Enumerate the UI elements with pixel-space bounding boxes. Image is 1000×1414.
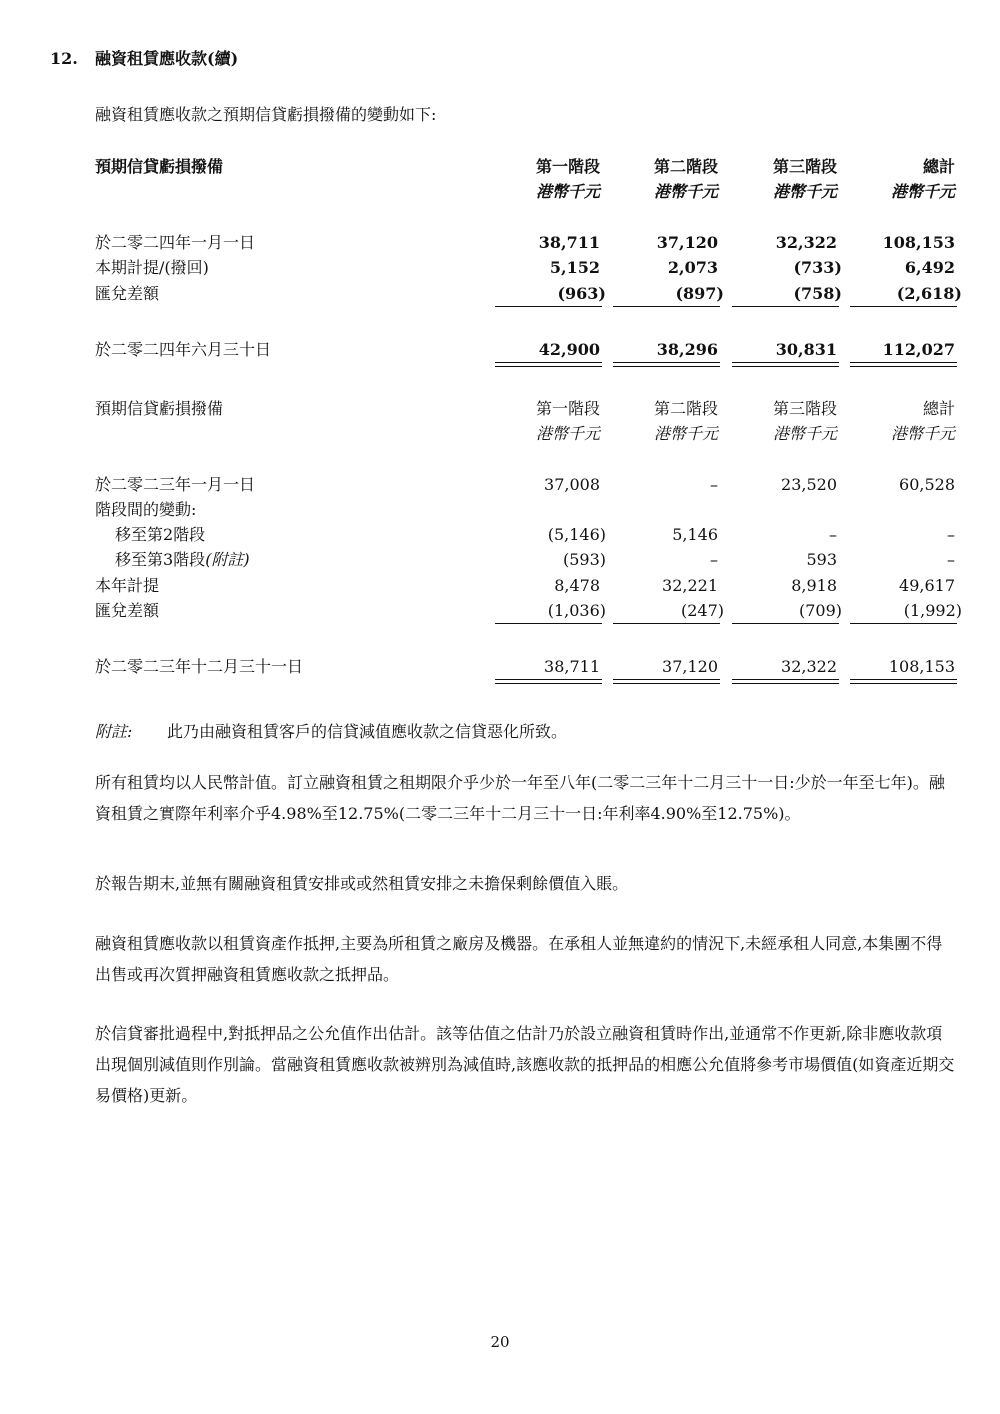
value-cell: 30,831 <box>775 340 837 359</box>
table-heading: 預期信貸虧損撥備 <box>95 399 224 418</box>
intro-text: 融資租賃應收款之預期信貸虧損撥備的變動如下: <box>95 105 437 124</box>
total-double-rule <box>732 362 839 367</box>
column-unit: 港幣千元 <box>535 424 600 443</box>
table-row <box>95 256 955 280</box>
column-header: 第二階段 <box>653 399 718 418</box>
value-cell: 32,221 <box>662 576 718 595</box>
total-double-rule <box>495 362 602 367</box>
paragraph-collateral: 融資租賃應收款以租賃資產作抵押,主要為所租賃之廠房及機器。在承租人並無違約的情況下,未經承租人同意,本集團不得出售或再次質押融資租賃應收款之抵押品。 <box>95 934 943 984</box>
value-cell: – <box>710 550 718 569</box>
value-cell: (733) <box>793 258 842 277</box>
table-row <box>95 473 955 497</box>
table-heading: 預期信貸虧損撥備 <box>95 157 224 176</box>
row-label: 於二零二四年一月一日 <box>95 233 256 252</box>
table-row <box>95 231 955 255</box>
column-header: 第二階段 <box>653 157 718 176</box>
total-double-rule <box>850 362 957 367</box>
footnote-tag: 附註: <box>95 722 133 741</box>
row-label: 匯兌差額 <box>95 284 160 303</box>
section-title: 融資租賃應收款(續) <box>95 49 239 68</box>
value-cell: 6,492 <box>904 258 955 277</box>
row-label: 於二零二三年一月一日 <box>95 475 256 494</box>
value-cell: – <box>710 475 718 494</box>
value-cell: (709) <box>798 601 842 620</box>
row-label-group <box>115 548 250 572</box>
value-cell: 32,322 <box>775 233 837 252</box>
column-header: 第一階段 <box>535 157 600 176</box>
value-cell: – <box>829 525 837 544</box>
page-number: 20 <box>490 1333 510 1351</box>
value-cell: 23,520 <box>781 475 837 494</box>
value-cell: (2,618) <box>896 284 962 303</box>
subtotal-rule <box>613 306 720 307</box>
total-double-rule <box>613 679 720 684</box>
value-cell: 42,900 <box>538 340 600 359</box>
row-label: 移至第2階段 <box>115 525 206 544</box>
subtotal-rule <box>613 623 720 624</box>
value-cell: (5,146) <box>547 525 606 544</box>
value-cell: (1,036) <box>547 601 606 620</box>
value-cell: – <box>947 525 955 544</box>
value-cell: 108,153 <box>882 233 955 252</box>
value-cell: 5,146 <box>672 525 718 544</box>
row-label: 移至第3階段 <box>115 550 206 569</box>
table-row <box>95 282 962 306</box>
table-total-row <box>95 338 955 362</box>
column-unit: 港幣千元 <box>535 182 600 201</box>
value-cell: 8,918 <box>791 576 837 595</box>
row-label: 於二零二四年六月三十日 <box>95 340 272 359</box>
table-row <box>95 498 955 522</box>
column-unit: 港幣千元 <box>772 182 837 201</box>
table-row <box>95 548 955 572</box>
row-label: 本期計提/(撥回) <box>95 258 209 277</box>
table-total-row <box>95 655 955 679</box>
column-unit: 港幣千元 <box>890 424 955 443</box>
column-unit: 港幣千元 <box>890 182 955 201</box>
column-unit: 港幣千元 <box>653 424 718 443</box>
column-header: 總計 <box>922 157 955 176</box>
column-header: 第三階段 <box>772 157 837 176</box>
subtotal-rule <box>850 306 957 307</box>
table-units-row <box>95 180 955 204</box>
value-cell: 108,153 <box>888 657 955 676</box>
section-number: 12. <box>50 49 78 68</box>
total-double-rule <box>732 679 839 684</box>
value-cell: 60,528 <box>899 475 955 494</box>
section-heading <box>50 46 238 69</box>
value-cell: 5,152 <box>549 258 600 277</box>
row-label: 本年計提 <box>95 576 160 595</box>
row-label: 於二零二三年十二月三十一日 <box>95 657 304 676</box>
row-label: 匯兌差額 <box>95 601 160 620</box>
value-cell: 2,073 <box>667 258 718 277</box>
value-cell: 593 <box>806 550 837 569</box>
total-double-rule <box>613 362 720 367</box>
table-header-row <box>95 397 955 421</box>
subtotal-rule <box>850 623 957 624</box>
column-unit: 港幣千元 <box>653 182 718 201</box>
total-double-rule <box>850 679 957 684</box>
value-cell: – <box>947 550 955 569</box>
value-cell: 38,296 <box>656 340 718 359</box>
footnote-text: 此乃由融資租賃客戶的信貸減值應收款之信貸惡化所致。 <box>167 722 568 741</box>
column-header: 總計 <box>922 399 955 418</box>
table-row <box>95 574 955 598</box>
value-cell: (758) <box>793 284 842 303</box>
table-row <box>95 523 955 547</box>
note-reference: (附註) <box>205 550 250 569</box>
value-cell: 32,322 <box>781 657 837 676</box>
table-header-row <box>95 155 955 179</box>
value-cell: 49,617 <box>899 576 955 595</box>
column-header: 第三階段 <box>772 399 837 418</box>
total-double-rule <box>495 679 602 684</box>
paragraph-residual-value: 於報告期末,並無有關融資租賃安排或或然租賃安排之未擔保剩餘價值入賬。 <box>95 874 629 893</box>
value-cell: (897) <box>675 284 724 303</box>
table-row <box>95 599 962 623</box>
value-cell: (593) <box>562 550 606 569</box>
table-footnote <box>95 719 567 742</box>
paragraph-currency-terms: 所有租賃均以人民幣計值。訂立融資租賃之租期限介乎少於一年至八年(二零二三年十二月三十一日:少於一年至七年)。融資租賃之實際年利率介乎4.98%至12.75%(二零二三年十二月三十一日:年利率4.90%至12.75%)。 <box>95 773 945 823</box>
paragraph-valuation: 於信貸審批過程中,對抵押品之公允值作出估計。該等估值之估計乃於設立融資租賃時作出,並通常不作更新,除非應收款項出現個別減值則作別論。當融資租賃應收款被辨別為減值時,該應收款的抵押品的相應公允值將參考市場價值(如資產近期交易價格)更新。 <box>95 1024 955 1105</box>
value-cell: 37,120 <box>662 657 718 676</box>
value-cell: 37,120 <box>656 233 718 252</box>
value-cell: 38,711 <box>538 233 600 252</box>
column-header: 第一階段 <box>535 399 600 418</box>
subtotal-rule <box>732 623 839 624</box>
value-cell: (963) <box>557 284 606 303</box>
table-units-row <box>95 422 955 446</box>
value-cell: (1,992) <box>903 601 962 620</box>
value-cell: 38,711 <box>544 657 600 676</box>
value-cell: 37,008 <box>544 475 600 494</box>
subtotal-rule <box>732 306 839 307</box>
row-label: 階段間的變動: <box>95 500 197 519</box>
value-cell: 112,027 <box>882 340 955 359</box>
column-unit: 港幣千元 <box>772 424 837 443</box>
value-cell: 8,478 <box>554 576 600 595</box>
subtotal-rule <box>495 306 602 307</box>
subtotal-rule <box>495 623 602 624</box>
value-cell: (247) <box>680 601 724 620</box>
